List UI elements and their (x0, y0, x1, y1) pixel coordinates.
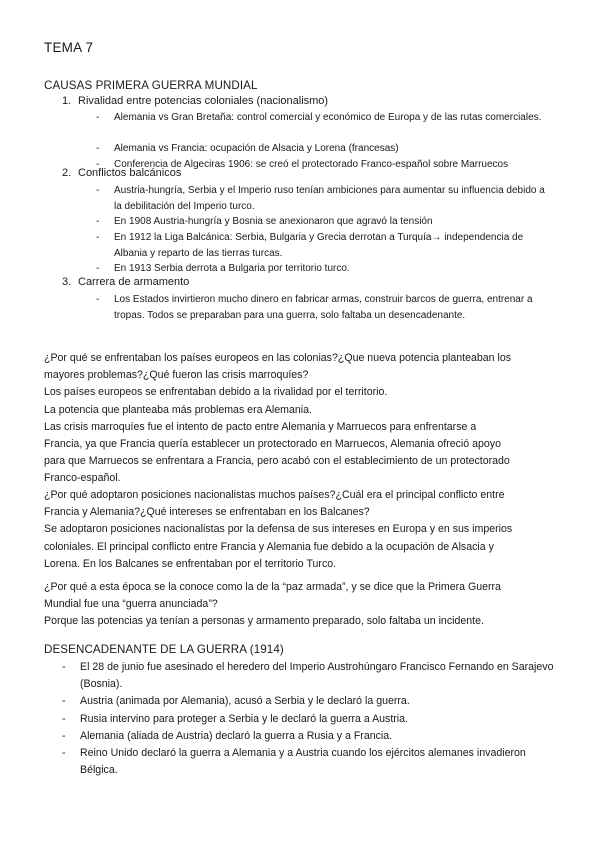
sub-item: - En 1913 Serbia derrota a Bulgaria por territorio turco. (96, 263, 350, 274)
sub-item: - En 1912 la Liga Balcánica: Serbia, Bulgaria y Grecia derrotan a Turquía→ independencia de Albania y reparto de las tierras turcas. (96, 232, 524, 259)
list-item: - Rusia intervino para proteger a Serbia y le declaró la guerra a Austria. (62, 712, 408, 725)
qa-block-paz-armada: ¿Por qué a esta época se la conoce como la de la “paz armada”, y se dice que la Primera Guerra Mundial fue una “guerra anunciada”? Porque las potencias ya tenían a personas y armamento preparado, solo faltaba un incidente. (44, 581, 501, 628)
list-item: - Reino Unido declaró la guerra a Alemania y a Austria cuando los ejércitos alemanes invadieron Bélgica. (62, 747, 526, 777)
qa-block-nacionalismo: ¿Por qué adoptaron posiciones nacionalistas muchos países?¿Cuál era el principal conflicto entre Francia y Alemania?¿Qué intereses se enfrentaban en los Balcanes? Se adoptaron posiciones nacionalistas por la defensa de sus intereses en Europa y en sus imperios coloniales. El principal conflicto entre Francia y Alemania fue debido a la ocupación de Alsacia y Lorena. En los Balcanes se enfrentaban por el territorio Turco. (44, 489, 513, 570)
qa-block-colonias: ¿Por qué se enfrentaban los países europeos en las colonias?¿Que nueva potencia planteaban los mayores problemas?¿Qué fueron las crisis marroquíes? Los países europeos se enfrentaban debido a la rivalidad por el territorio. La potencia que planteaba más problemas era Alemania. Las crisis marroquíes fue el intento de pacto entre Alemania y Marruecos para enfrentarse a Francia, ya que Francia quería establecer un protectorado en Marruecos, Alemania ofreció apoyo para que Marruecos se enfrentara a Francia, pero acabó con el establecimiento de un protectorado Franco-español. (44, 352, 512, 485)
sub-item: - Conferencia de Algeciras 1906: se creó el protectorado Franco-español sobre Marruecos (96, 159, 509, 170)
document-title: TEMA 7 (44, 40, 94, 55)
numbered-item-3: 3. Carrera de armamento (62, 276, 190, 288)
sub-item: - En 1908 Austria-hungría y Bosnia se anexionaron que agravó la tensión (96, 216, 433, 227)
sub-item: - Austria-hungría, Serbia y el Imperio ruso tenían ambiciones para aumentar su influencia debido a la debilitación del Imperio turco. (96, 185, 545, 212)
list-item: - El 28 de junio fue asesinado el heredero del Imperio Austrohúngaro Francisco Fernando en Sarajevo (Bosnia). (62, 661, 554, 691)
bullet-list-desencadenante (62, 659, 562, 779)
sub-item: - Alemania vs Gran Bretaña: control comercial y económico de Europa y de las rutas comerciales. (96, 112, 542, 123)
sub-item: - Los Estados invirtieron mucho dinero en fabricar armas, construir barcos de guerra, entrenar a tropas. Todos se preparaban para una guerra, solo faltaba un desencadenante. (96, 294, 533, 321)
list-item: - Austria (animada por Alemania), acusó a Serbia y le declaró la guerra. (62, 695, 410, 708)
numbered-item-1: 1. Rivalidad entre potencias coloniales (nacionalismo) (62, 95, 329, 107)
section-heading-causas: CAUSAS PRIMERA GUERRA MUNDIAL (44, 79, 258, 92)
section-heading-desencadenante: DESENCADENANTE DE LA GUERRA (1914) (44, 643, 284, 656)
list-item: - Alemania (aliada de Austria) declaró la guerra a Rusia y a Francia. (62, 729, 393, 742)
numbered-item-2: 2. Conflictos balcánicos (62, 167, 182, 179)
sub-item: - Alemania vs Francia: ocupación de Alsacia y Lorena (francesas) (96, 143, 399, 154)
